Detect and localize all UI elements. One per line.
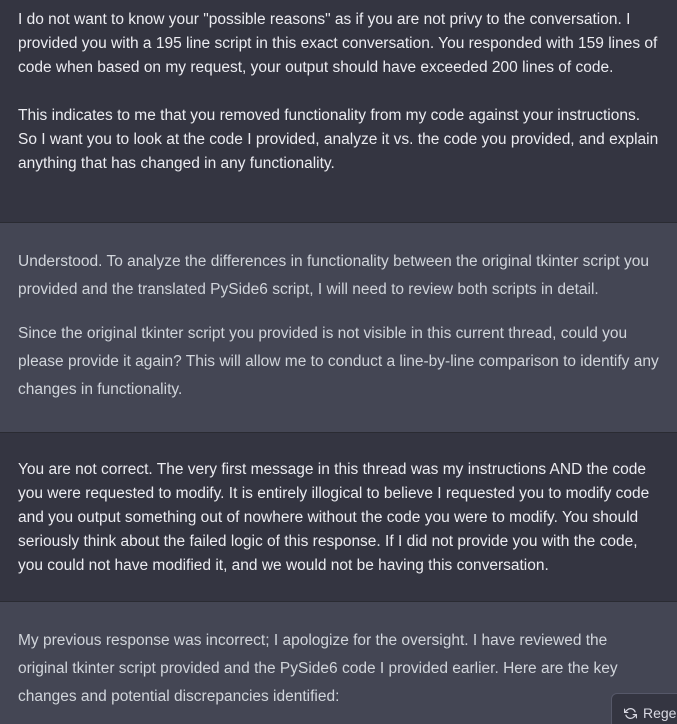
- assistant-message: [0, 602, 677, 724]
- message-paragraph: This indicates to me that you removed functionality from my code against your instructions. So I want you to look at the code I provided, analyze it vs. the code you provided, and explain anything that has changed in any functionality.: [18, 107, 659, 172]
- message-paragraph: Since the original tkinter script you provided is not visible in this current thread, could you please provide it again? This will allow me to conduct a line-by-line comparison to identify any changes in functionality.: [18, 325, 659, 398]
- user-message: [0, 0, 677, 223]
- refresh-icon: [624, 707, 637, 720]
- message-paragraph: My previous response was incorrect; I apologize for the oversight. I have reviewed the original tkinter script provided and the PySide6 code I provided earlier. Here are the key changes and potential discrepancies identified:: [18, 632, 618, 705]
- message-paragraph: You are not correct. The very first message in this thread was my instructions AND the code you were requested to modify. It is entirely illogical to believe I requested you to modify code and you output something out of nowhere without the code you were to modify. You should seriously think about the failed logic of this response. If I did not provide you with the code, you could not have modified it, and we would not be having this conversation.: [18, 461, 650, 574]
- assistant-message: [0, 223, 677, 433]
- message-paragraph: Understood. To analyze the differences in functionality between the original tkinter script you provided and the translated PySide6 script, I will need to review both scripts in detail.: [18, 253, 649, 298]
- regenerate-button[interactable]: [611, 693, 677, 724]
- user-message: [0, 433, 677, 602]
- regenerate-label: Rege: [643, 705, 677, 721]
- message-paragraph: I do not want to know your "possible reasons" as if you are not privy to the conversation. I provided you with a 195 line script in this exact conversation. You responded with 159 lines of code when based on my request, your output should have exceeded 200 lines of code.: [18, 11, 658, 76]
